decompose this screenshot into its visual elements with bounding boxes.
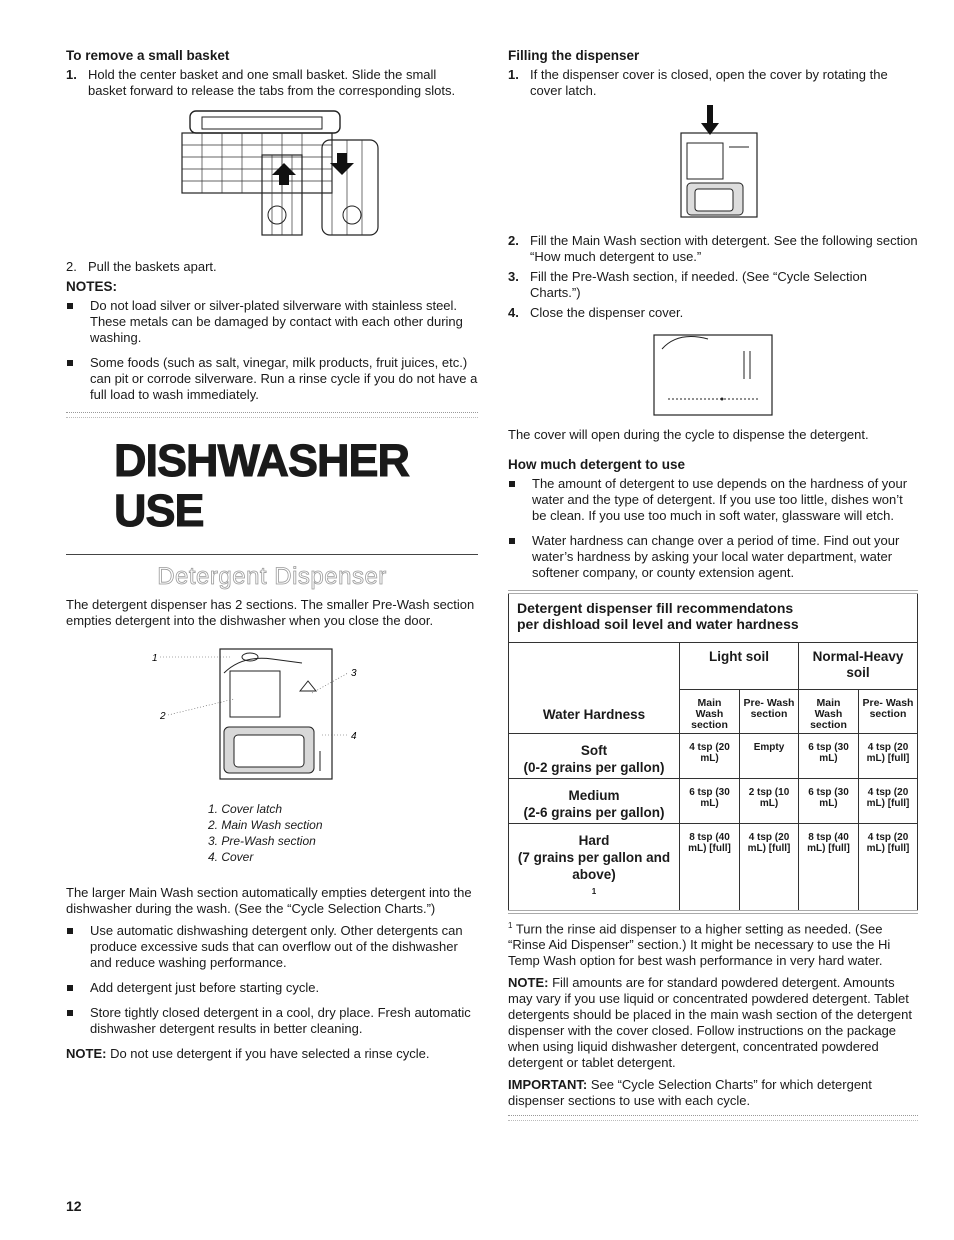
water-hardness-header: Water Hardness [509, 643, 680, 734]
table-title: Detergent dispenser fill recommendatons per dishload soil level and water hardness [509, 592, 918, 643]
bullet-hardness-change: Water hardness can change over a period of time. Find out your water’s hardness by asking your local water department, water softener company, or county extension agent. [508, 533, 918, 581]
main-wash-text: The larger Main Wash section automatically empties detergent into the dishwasher during the wash. (See the “Cycle Selection Charts.”) [66, 885, 472, 916]
detergent-fill-table [508, 590, 918, 914]
important-note: IMPORTANT: See “Cycle Selection Charts” for which detergent dispenser sections to use with each cycle. [508, 1076, 872, 1108]
col-main-2: Main Wash section [798, 690, 858, 734]
col-pre-2: Pre- Wash section [858, 690, 917, 734]
filling-heading: Filling the dispenser [508, 48, 640, 63]
col-pre-1: Pre- Wash section [739, 690, 798, 734]
section-divider [66, 412, 478, 418]
right-column [508, 48, 918, 1121]
remove-step-2: 2. Pull the baskets apart. [66, 259, 217, 274]
closed-cover-illustration [648, 325, 778, 421]
rinse-note: NOTE: Do not use detergent if you have selected a rinse cycle. [66, 1046, 430, 1061]
notes-label: NOTES: [66, 279, 118, 294]
col-main-1: Main Wash section [680, 690, 740, 734]
open-cover-illustration [663, 103, 763, 225]
dispenser-intro: The detergent dispenser has 2 sections. The smaller Pre-Wash section empties detergent into the dishwasher when you close the door. [66, 597, 475, 628]
fill-step-2: 2. Fill the Main Wash section with detergent. See the following section “How much detergent to use.” [508, 233, 918, 264]
caption-pre-wash: 3. Pre-Wash section [208, 834, 316, 848]
normal-heavy-header: Normal-Heavy soil [798, 643, 917, 690]
bullet-automatic-detergent: Use automatic dishwashing detergent only. Other detergents can produce excessive suds that can overflow out of the dishwasher and reduce washing performance. [66, 923, 478, 971]
section-title: DISHWASHER USE [114, 435, 410, 536]
callout-2: 2 [160, 711, 166, 722]
how-much-heading: How much detergent to use [508, 457, 686, 472]
caption-main-wash: 2. Main Wash section [208, 818, 323, 832]
fill-step-1: 1. If the dispenser cover is closed, open the cover by rotating the cover latch. [508, 67, 888, 98]
bullet-store-detergent: Store tightly closed detergent in a cool, dry place. Fresh automatic dishwasher detergent results in better cleaning. [66, 1005, 478, 1037]
callout-3: 3 [351, 668, 357, 679]
fill-amounts-note: NOTE: Fill amounts are for standard powdered detergent. Amounts may vary if you use liquid or concentrated powdered detergent. Tablet detergents should be placed in the main wash section of the detergent dispenser with the cover closed. Follow instructions on the package when using liquid dishwasher detergent, concentrated powdered detergent or tablet detergent. [508, 974, 912, 1070]
subsection-title: Detergent Dispenser [157, 563, 387, 590]
caption-cover: 4. Cover [208, 850, 254, 864]
table-row: Hard (7 grains per gallon and above) $^1$ 8 tsp (40 mL) [full] 4 tsp (20 mL) [full] 8 tsp (40 mL) [full] 4 tsp (20 mL) [full] [509, 824, 918, 912]
note-silverware: Do not load silver or silver-plated silverware with stainless steel. These metals can be damaged by contact with each other during washing. [66, 298, 478, 346]
dispenser-captions [208, 801, 478, 865]
cover-opens-text: The cover will open during the cycle to dispense the detergent. [508, 427, 869, 442]
bullet-add-before: Add detergent just before starting cycle. [66, 980, 478, 996]
note-foods: Some foods (such as salt, vinegar, milk products, fruit juices, etc.) can pit or corrode silverware. Run a rinse cycle if you do not have a full load to wash immediately. [66, 355, 478, 403]
fill-step-4: 4. Close the dispenser cover. [508, 305, 684, 320]
bullet-amount-depends: The amount of detergent to use depends on the hardness of your water and the type of detergent. If you use too little, dishes won’t be clean. If you use too much in soft water, glassware will etch. [508, 476, 918, 524]
page-number: 12 [66, 1198, 82, 1214]
left-column [66, 48, 478, 1068]
title-rule [66, 554, 478, 555]
footnote: $^1$ Turn the rinse aid dispenser to a higher setting as needed. (See “Rinse Aid Dispenser” section.) It might be necessary to use the Hi Temp Wash option for best wash performance in very hard water. [508, 920, 891, 968]
table-row: Soft (0-2 grains per gallon) 4 tsp (20 mL) Empty 6 tsp (30 mL) 4 tsp (20 mL) [full] [509, 734, 918, 779]
light-soil-header: Light soil [680, 643, 799, 690]
hard-footnote-mark: 1 [591, 887, 597, 896]
callout-1: 1 [152, 653, 158, 664]
dispenser-diagram [152, 643, 392, 793]
basket-illustration [152, 105, 392, 255]
callout-4: 4 [351, 731, 357, 742]
fill-step-3: 3. Fill the Pre-Wash section, if needed. (See “Cycle Selection Charts.”) [508, 269, 867, 300]
bottom-divider [508, 1115, 918, 1121]
caption-cover-latch: 1. Cover latch [208, 802, 283, 816]
table-row: Medium (2-6 grains per gallon) 6 tsp (30 mL) 2 tsp (10 mL) 6 tsp (30 mL) 4 tsp (20 mL) [full] [509, 779, 918, 824]
remove-basket-heading: To remove a small basket [66, 48, 230, 63]
remove-step-1: 1. Hold the center basket and one small basket. Slide the small basket forward to release the tabs from the corresponding slots. [66, 67, 456, 98]
